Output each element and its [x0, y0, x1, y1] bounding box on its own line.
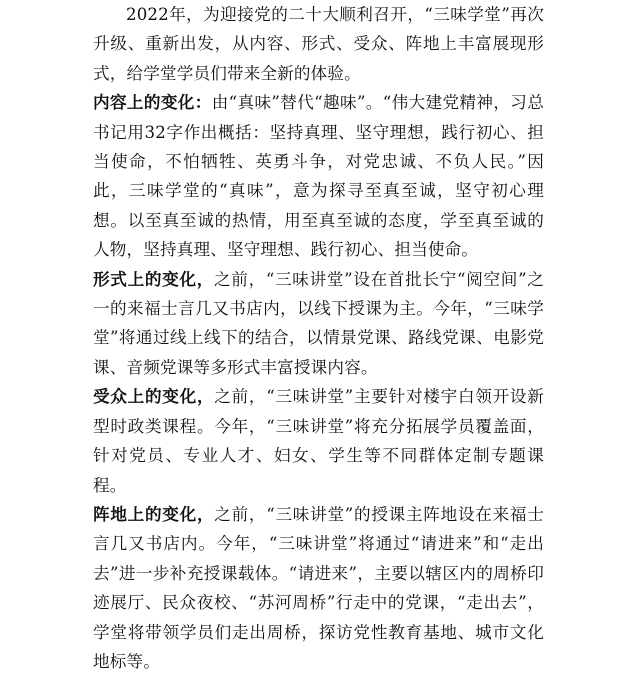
section-heading-venue: 阵地上的变化，: [93, 503, 215, 524]
section-content-change: [93, 88, 544, 264]
document-page: [93, 0, 544, 676]
section-text-audience: 之前，“三味讲堂”主要针对楼宇白领开设新型时政类课程。今年，“三味讲堂”将充分拓展学员覆盖面，针对党员、专业人才、妇女、学生等不同群体定制专题课程。: [93, 387, 544, 495]
section-venue-change: [93, 500, 544, 676]
section-audience-change: [93, 382, 544, 500]
section-text-form: 之前，“三味讲堂”设在首批长宁“阅空间”之一的来福士言几又书店内，以线下授课为主。今年，“三味学堂”将通过线上线下的结合，以情景党课、路线党课、电影党课、音频党课等多形式丰富授课内容。: [93, 269, 544, 377]
section-heading-form: 形式上的变化，: [93, 268, 214, 289]
section-text-content: 由“真味”替代“趣味”。“伟大建党精神，习总书记用32字作出概括：坚持真理、坚守理想，践行初心、担当使命，不怕牺牲、英勇斗争，对党忠诚、不负人民。”因此，三味学堂的“真味”，意为探寻至真至诚，坚守初心理想。以至真至诚的热情，用至真至诚的态度，学至真至诚的人物，坚持真理、坚守理想、践行初心、担当使命。: [93, 93, 544, 260]
section-form-change: [93, 265, 544, 383]
section-heading-audience: 受众上的变化，: [93, 386, 215, 407]
intro-paragraph: 2022年，为迎接党的二十大顺利召开，“三味学堂”再次升级、重新出发，从内容、形式、受众、阵地上丰富展现形式，给学堂学员们带来全新的体验。: [93, 5, 544, 83]
section-heading-content: 内容上的变化：: [93, 92, 212, 113]
section-text-venue: 之前，“三味讲堂”的授课主阵地设在来福士言几又书店内。今年，“三味讲堂”将通过“请进来”和“走出去”进一步补充授课载体。“请进来”，主要以辖区内的周桥印迹展厅、民众夜校、“苏河周桥”行走中的党课，“走出去”，学堂将带领学员们走出周桥，探访党性教育基地、城市文化地标等。: [93, 504, 544, 671]
